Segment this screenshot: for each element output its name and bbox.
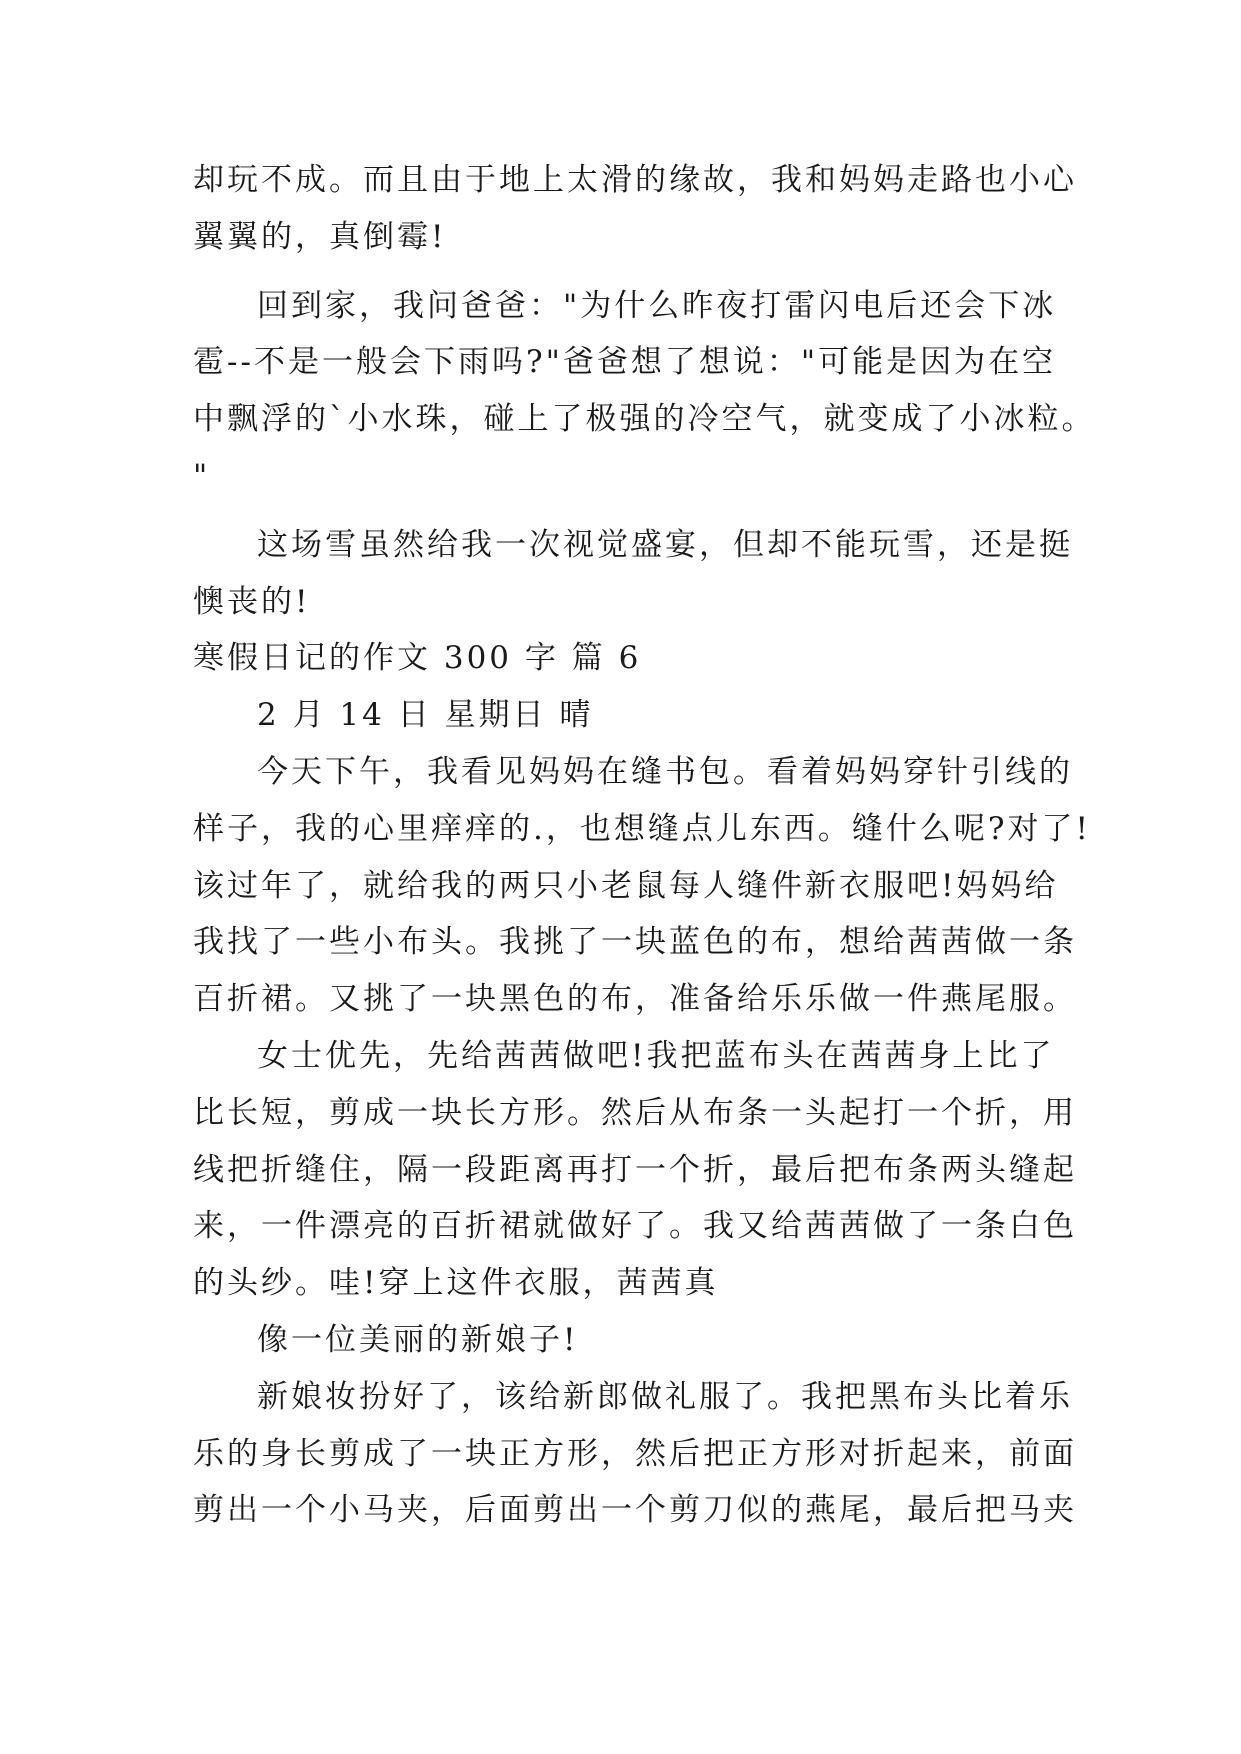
text-line: 却玩不成。而且由于地上太滑的缘故，我和妈妈走路也小心 bbox=[193, 162, 1077, 198]
document-body bbox=[193, 152, 1096, 1539]
text-line: 百折裙。又挑了一块黑色的布，准备给乐乐做一件燕尾服。 bbox=[193, 981, 1077, 1018]
paragraph bbox=[193, 278, 1096, 505]
paragraph bbox=[193, 1312, 1073, 1369]
text-line: 女士优先，先给茜茜做吧!我把蓝布头在茜茜身上比了 bbox=[257, 1037, 1055, 1074]
paragraph bbox=[193, 1028, 1077, 1312]
section-heading: 寒假日记的作文 300 字 篇 6 bbox=[193, 640, 642, 677]
text-line: 样子，我的心里痒痒的.，也想缝点儿东西。缝什么呢?对了! bbox=[193, 810, 1091, 847]
text-line: 懊丧的! bbox=[193, 583, 311, 620]
text-line: 中飘浮的`小水珠，碰上了极强的冷空气，就变成了小冰粒。 bbox=[193, 401, 1096, 438]
text-line: 的头纱。哇!穿上这件衣服，茜茜真 bbox=[193, 1265, 719, 1302]
text-line: 我找了一些小布头。我挑了一块蓝色的布，想给茜茜做一条 bbox=[193, 924, 1077, 961]
text-line: " bbox=[193, 457, 211, 494]
paragraph bbox=[193, 152, 1077, 266]
text-line: 翼翼的，真倒霉! bbox=[193, 218, 447, 255]
text-line: 该过年了，就给我的两只小老鼠每人缝件新衣服吧!妈妈给 bbox=[193, 867, 1059, 904]
text-line: 线把折缝住，隔一段距离再打一个折，最后把布条两头缝起 bbox=[193, 1151, 1077, 1188]
diary-date-line: 2 月 14 日 星期日 晴 bbox=[257, 697, 594, 734]
text-line: 像一位美丽的新娘子! bbox=[257, 1321, 579, 1358]
text-line: 今天下午，我看见妈妈在缝书包。看着妈妈穿针引线的 bbox=[257, 753, 1073, 790]
paragraph bbox=[193, 1369, 1077, 1539]
text-line: 雹--不是一般会下雨吗?"爸爸想了想说："可能是因为在空 bbox=[193, 344, 1057, 381]
paragraph bbox=[193, 744, 1091, 1028]
text-line: 新娘妆扮好了，该给新郎做礼服了。我把黑布头比着乐 bbox=[257, 1378, 1073, 1415]
paragraph bbox=[193, 517, 1073, 631]
text-line: 这场雪虽然给我一次视觉盛宴，但却不能玩雪，还是挺 bbox=[257, 526, 1073, 563]
text-line: 来，一件漂亮的百折裙就做好了。我又给茜茜做了一条白色 bbox=[193, 1208, 1077, 1245]
text-line: 回到家，我问爸爸："为什么昨夜打雷闪电后还会下冰 bbox=[257, 287, 1057, 324]
text-line: 剪出一个小马夹，后面剪出一个剪刀似的燕尾，最后把马夹 bbox=[193, 1492, 1077, 1529]
text-line: 乐的身长剪成了一块正方形，然后把正方形对折起来，前面 bbox=[193, 1435, 1077, 1472]
text-line: 比长短，剪成一块长方形。然后从布条一头起打一个折，用 bbox=[193, 1094, 1077, 1131]
